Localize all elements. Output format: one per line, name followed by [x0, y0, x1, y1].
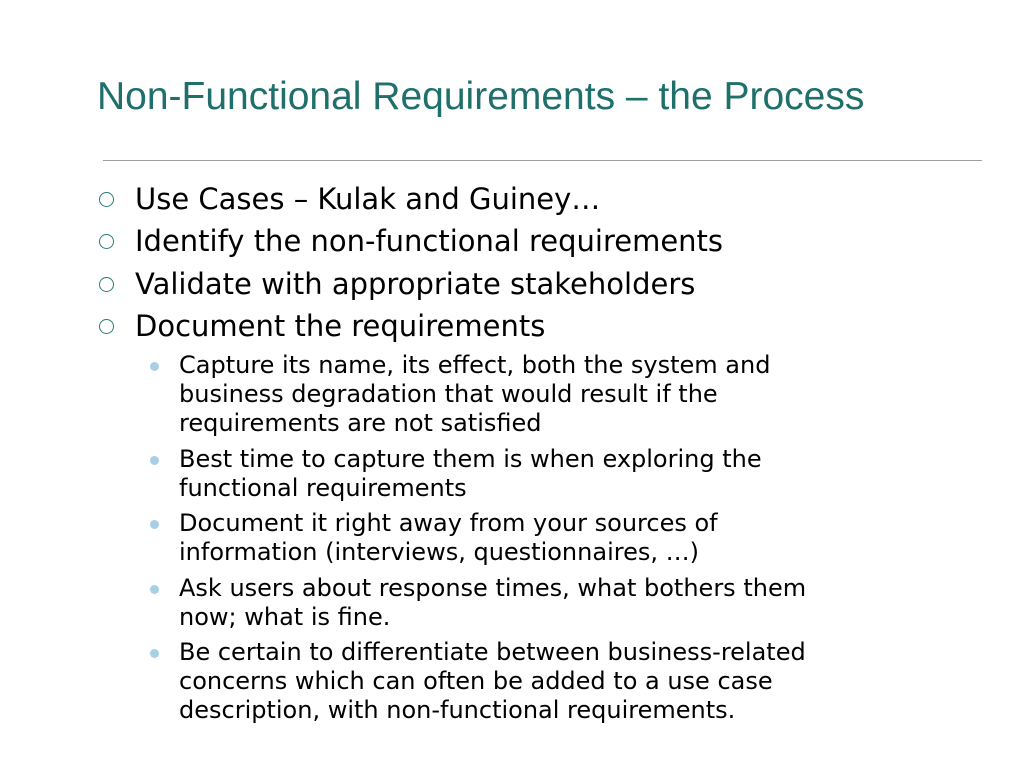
text-line: functional requirements [179, 474, 467, 502]
hollow-circle-bullet-icon [99, 277, 114, 292]
text-line: now; what is fine. [179, 603, 391, 631]
sub-bullet-text [179, 509, 979, 567]
text-line: Best time to capture them is when exploring the [179, 445, 762, 473]
text-line: description, with non-functional requirements. [179, 696, 736, 724]
sub-bullet-text [179, 445, 979, 503]
text-line: information (interviews, questionnaires, …) [179, 538, 699, 566]
text-line: requirements are not satisfied [179, 409, 542, 437]
sub-bullet-text [179, 638, 979, 725]
filled-dot-bullet-icon [150, 649, 159, 658]
hollow-circle-bullet-icon [99, 319, 114, 334]
text-line: Ask users about response times, what bothers them [179, 574, 807, 602]
filled-dot-bullet-icon [150, 362, 159, 371]
bullet-text: Validate with appropriate stakeholders [135, 267, 696, 301]
sub-bullet-text [179, 351, 979, 438]
text-line: Capture its name, its effect, both the system and [179, 351, 771, 379]
title-divider [103, 160, 982, 161]
text-line: concerns which can often be added to a use case [179, 667, 773, 695]
hollow-circle-bullet-icon [99, 192, 114, 207]
bullet-text: Document the requirements [135, 309, 546, 343]
text-line: Document it right away from your sources of [179, 509, 718, 537]
filled-dot-bullet-icon [150, 585, 159, 594]
filled-dot-bullet-icon [150, 520, 159, 529]
bullet-text: Use Cases – Kulak and Guiney… [135, 182, 601, 216]
sub-bullet-text [179, 574, 979, 632]
text-line: business degradation that would result if the [179, 380, 718, 408]
slide-title: Non-Functional Requirements – the Process [97, 75, 865, 118]
filled-dot-bullet-icon [150, 456, 159, 465]
bullet-text: Identify the non-functional requirements [135, 224, 724, 258]
text-line: Be certain to differentiate between business-related [179, 638, 806, 666]
hollow-circle-bullet-icon [99, 234, 114, 249]
